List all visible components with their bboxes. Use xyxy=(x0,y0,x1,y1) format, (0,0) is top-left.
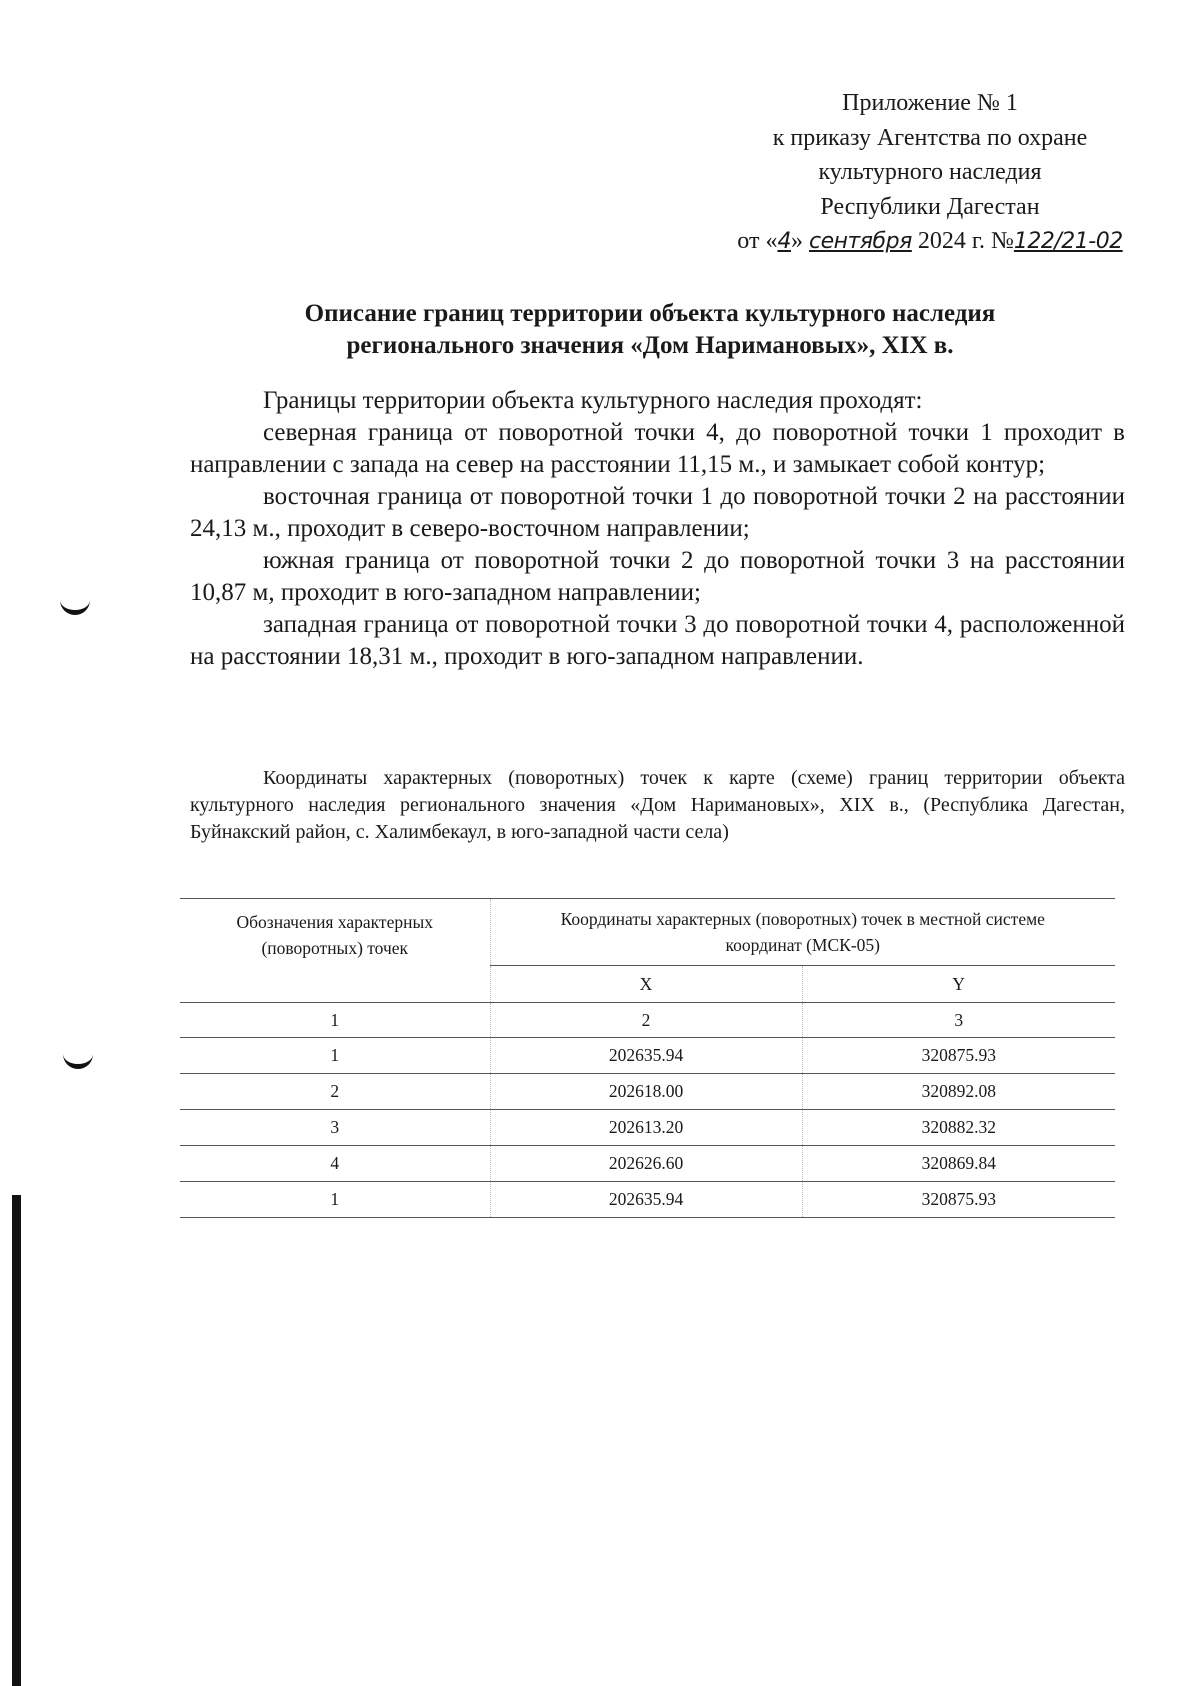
scan-mark xyxy=(63,1052,93,1069)
appendix-number: Приложение № 1 xyxy=(842,90,1018,116)
y-value: 320875.93 xyxy=(802,1038,1115,1074)
y-value: 320892.08 xyxy=(802,1074,1115,1110)
handwritten-order-number: 122/21-02 xyxy=(1013,229,1123,254)
col-x-header: X xyxy=(490,966,802,1003)
table-row xyxy=(180,1146,1115,1182)
point-id: 4 xyxy=(330,1153,340,1173)
west-boundary: западная граница от поворотной точки 3 до поворотной точки 4, расположенной на расстоянии 18,31 м., проходит в юго-западном направлении. xyxy=(190,611,1125,670)
coordinates-table xyxy=(180,898,1115,1218)
point-id: 1 xyxy=(330,1045,340,1065)
x-value: 202618.00 xyxy=(490,1074,802,1110)
y-value: 320875.93 xyxy=(802,1182,1115,1218)
y-value: 320869.84 xyxy=(802,1146,1115,1182)
handwritten-day: 4 xyxy=(777,229,791,254)
col-number: 3 xyxy=(802,1003,1115,1038)
x-value: 202613.20 xyxy=(490,1110,802,1146)
table-row xyxy=(180,1182,1115,1218)
handwritten-month: сентября xyxy=(808,229,912,254)
boundary-intro: Границы территории объекта культурного наследия проходят: xyxy=(263,387,923,414)
south-boundary: южная граница от поворотной точки 2 до поворотной точки 3 на расстоянии 10,87 м, проходит в юго-западном направлении; xyxy=(190,547,1125,606)
boundary-description xyxy=(190,385,1125,673)
y-value: 320882.32 xyxy=(802,1110,1115,1146)
col-y-header: Y xyxy=(802,966,1115,1003)
order-reference: к приказу Агентства по охране xyxy=(772,124,1088,151)
point-id: 2 xyxy=(330,1081,340,1101)
col-number: 1 xyxy=(330,1009,340,1030)
table-row xyxy=(180,1110,1115,1146)
point-id: 3 xyxy=(330,1117,340,1137)
appendix-header xyxy=(700,86,1160,260)
east-boundary: восточная граница от поворотной точки 1 до поворотной точки 2 на расстоянии 24,13 м., проходит в северо-восточном направлении; xyxy=(190,483,1125,542)
table-row xyxy=(180,1038,1115,1074)
table-row xyxy=(180,1074,1115,1110)
scan-mark xyxy=(60,598,90,615)
point-id: 1 xyxy=(330,1189,340,1209)
order-date-line: от «4» сентября 2024 г. №122/21-02 xyxy=(737,228,1123,254)
agency-name: культурного наследия xyxy=(818,159,1042,185)
document-title: Описание границ территории объекта культурного наследия регионального значения «Дом Наримановых», XIX в. xyxy=(304,300,996,359)
north-boundary: северная граница от поворотной точки 4, до поворотной точки 1 проходит в направлении с запада на север на расстоянии 11,15 м., и замыкает собой контур; xyxy=(190,419,1125,478)
col-point-header: Обозначения характерных (поворотных) точек xyxy=(236,912,433,958)
scan-edge-bar xyxy=(12,1195,21,1686)
col-coords-header: Координаты характерных (поворотных) точек в местной системе координат (МСК-05) xyxy=(490,899,1115,966)
x-value: 202626.60 xyxy=(490,1146,802,1182)
republic-name: Республики Дагестан xyxy=(820,193,1040,220)
x-value: 202635.94 xyxy=(490,1038,802,1074)
col-number: 2 xyxy=(490,1003,802,1038)
coordinates-intro: Координаты характерных (поворотных) точек к карте (схеме) границ территории объекта культурного наследия регионального значения «Дом Наримановых», XIX в., (Республика Дагестан, Буйнакский район, с. Халимбекаул, в юго-западной части села) xyxy=(190,767,1125,843)
x-value: 202635.94 xyxy=(490,1182,802,1218)
